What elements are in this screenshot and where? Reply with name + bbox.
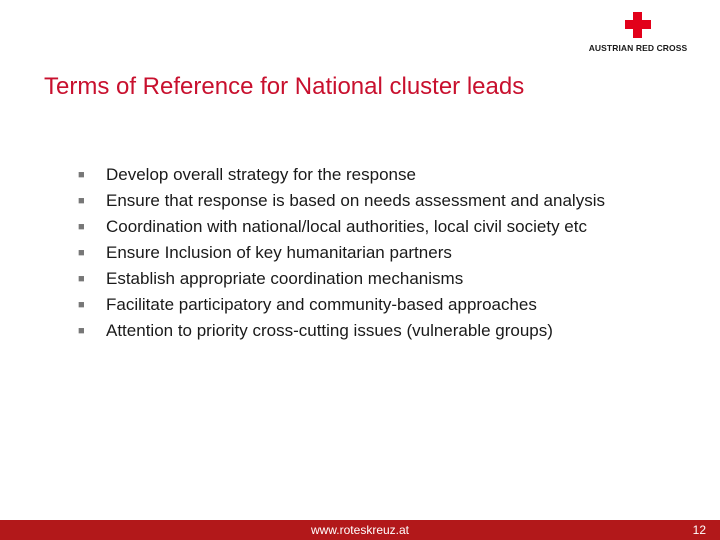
bullet-list	[74, 162, 664, 344]
austrian-red-cross-logo	[582, 12, 694, 54]
bullet-text: Establish appropriate coordination mechanisms	[106, 269, 464, 288]
bullet-item	[74, 162, 664, 188]
bullet-item	[74, 240, 664, 266]
bullet-text: Attention to priority cross-cutting issues (vulnerable groups)	[106, 321, 553, 340]
square-bullet-icon: ■	[78, 299, 85, 311]
bullet-item	[74, 266, 664, 292]
website-link[interactable]: www.roteskreuz.at	[310, 523, 410, 537]
bullet-text: Facilitate participatory and community-based approaches	[106, 295, 537, 314]
bullet-item	[74, 292, 664, 318]
square-bullet-icon: ■	[78, 247, 85, 259]
square-bullet-icon: ■	[78, 325, 85, 337]
square-bullet-icon: ■	[78, 273, 85, 285]
square-bullet-icon: ■	[78, 221, 85, 233]
bullet-text: Ensure Inclusion of key humanitarian partners	[106, 243, 452, 262]
bullet-text: Coordination with national/local authorities, local civil society etc	[106, 217, 587, 236]
bullet-item	[74, 188, 664, 214]
slide-title: Terms of Reference for National cluster leads	[44, 73, 525, 100]
red-cross-icon	[625, 12, 651, 38]
logo-text: AUSTRIAN RED CROSS	[588, 43, 688, 53]
bullet-item	[74, 318, 664, 344]
bullet-text: Develop overall strategy for the response	[106, 165, 416, 184]
bullet-text: Ensure that response is based on needs assessment and analysis	[106, 191, 605, 210]
footer-bar	[0, 520, 720, 540]
square-bullet-icon: ■	[78, 195, 85, 207]
page-number: 12	[692, 523, 706, 537]
square-bullet-icon: ■	[78, 169, 85, 181]
bullet-item	[74, 214, 664, 240]
